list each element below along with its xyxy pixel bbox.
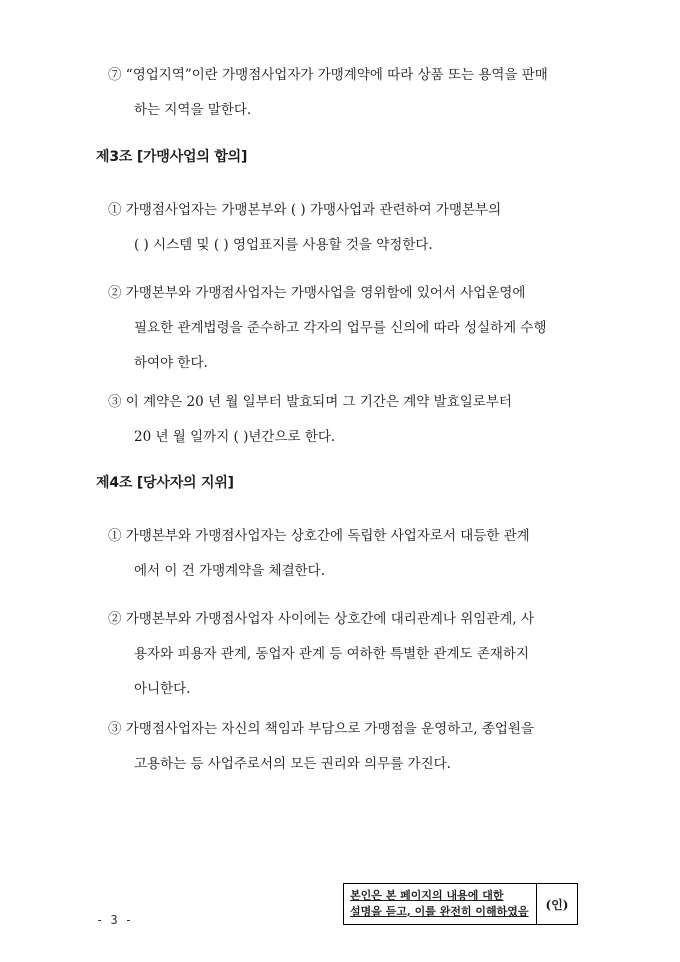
article-3-paragraph-2 — [108, 276, 586, 381]
confirmation-box — [343, 883, 578, 925]
a4p3-line-1: ③ 가맹점사업자는 자신의 책임과 부담으로 가맹점을 운영하고, 종업원을 — [108, 721, 535, 737]
a3p2-line-3: 하여야 한다. — [134, 355, 208, 371]
confirmation-line-1: 본인은 본 페이지의 내용에 대한 — [350, 889, 504, 902]
a3p3-line-2: 20 년 월 일까지 ( )년간으로 한다. — [134, 429, 336, 445]
a4p1-line-1: ① 가맹본부와 가맹점사업자는 상호간에 독립한 사업자로서 대등한 관계 — [108, 528, 530, 544]
seal-field[interactable]: (인) — [545, 897, 569, 912]
a3p3-line-1: ③ 이 계약은 20 년 월 일부터 발효되며 그 기간은 계약 발효일로부터 — [108, 394, 512, 410]
confirmation-text — [344, 884, 537, 924]
article-3-heading: 제3조 [가맹사업의 합의] — [96, 149, 248, 165]
a3p2-line-1: ② 가맹본부와 가맹점사업자는 가맹사업을 영위함에 있어서 사업운영에 — [108, 285, 526, 301]
clause-7 — [108, 58, 586, 128]
confirmation-line-2: 설명을 듣고, 이를 완전히 이해하였음 — [350, 905, 529, 918]
a4p2-line-2: 용자와 피용자 관계, 동업자 관계 등 여하한 특별한 관계도 존재하지 — [134, 646, 530, 662]
article-3-paragraph-1 — [108, 193, 586, 263]
a3p1-line-2: ( ) 시스템 및 ( ) 영업표지를 사용할 것을 약정한다. — [134, 237, 433, 253]
a4p3-line-2: 고용하는 등 사업주로서의 모든 권리와 의무를 가진다. — [134, 756, 451, 772]
article-4-heading: 제4조 [당사자의 지위] — [96, 475, 234, 491]
a3p1-line-1: ① 가맹점사업자는 가맹본부와 ( ) 가맹사업과 관련하여 가맹본부의 — [108, 202, 502, 218]
clause-7-line-1: ⑦ “영업지역”이란 가맹점사업자가 가맹계약에 따라 상품 또는 용역을 판매 — [108, 67, 548, 83]
article-3-paragraph-3 — [108, 385, 586, 455]
article-4-paragraph-2 — [108, 602, 586, 707]
a4p1-line-2: 에서 이 건 가맹계약을 체결한다. — [134, 563, 325, 579]
a4p2-line-3: 아니한다. — [134, 681, 191, 697]
page-number: - 3 - — [96, 913, 133, 927]
clause-7-line-2: 하는 지역을 말한다. — [134, 102, 252, 118]
article-4-paragraph-3 — [108, 712, 586, 782]
a4p2-line-1: ② 가맹본부와 가맹점사업자 사이에는 상호간에 대리관계나 위임관계, 사 — [108, 611, 535, 627]
a3p2-line-2: 필요한 관계법령을 준수하고 각자의 업무를 신의에 따라 성실하게 수행 — [134, 320, 547, 336]
article-4-paragraph-1 — [108, 519, 586, 589]
